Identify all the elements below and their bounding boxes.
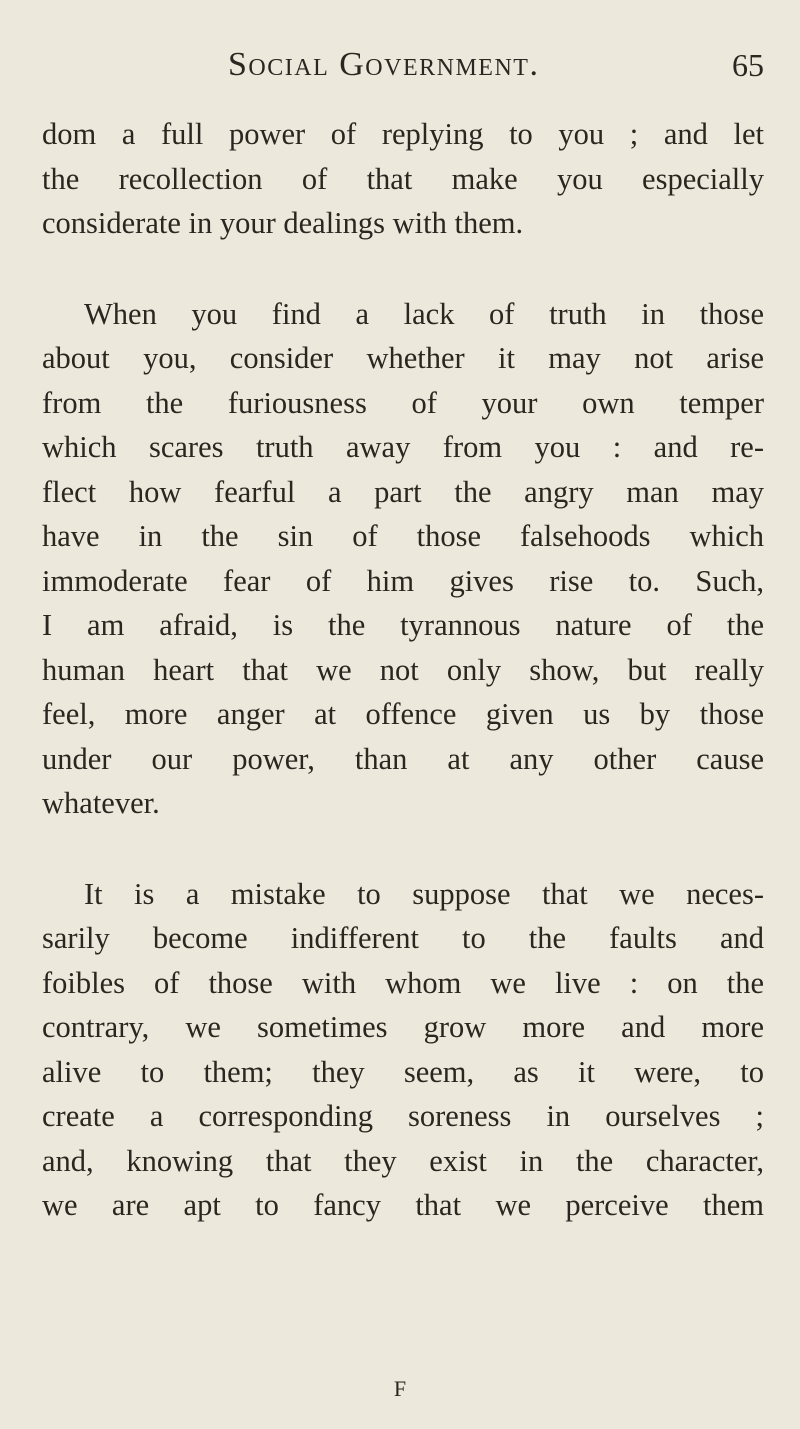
text-line: considerate in your dealings with them. — [42, 206, 524, 240]
text-line: the recollection of that make you especially — [42, 161, 764, 196]
text-line: under our power, than at any other cause — [42, 741, 764, 776]
text-line: When you find a lack of truth in those — [84, 296, 764, 331]
text-line: create a corresponding soreness in ourselves ; — [42, 1099, 764, 1133]
running-title: Social Government. — [228, 46, 540, 83]
text-line: dom a full power of replying to you ; and let — [42, 117, 764, 151]
text-line: foibles of those with whom we live : on the — [42, 965, 764, 1000]
text-line: have in the sin of those falsehoods which — [42, 519, 764, 553]
running-head — [0, 40, 800, 90]
text-line: flect how fearful a part the angry man may — [42, 474, 764, 509]
text-line: contrary, we sometimes grow more and more — [42, 1010, 764, 1044]
text-line: I am afraid, is the tyrannous nature of the — [42, 608, 764, 642]
text-line: feel, more anger at offence given us by those — [42, 697, 764, 731]
text-line: immoderate fear of him gives rise to. Such, — [42, 563, 764, 598]
signature-mark: F — [393, 1376, 407, 1401]
paragraph-2 — [42, 292, 764, 826]
text-line: about you, consider whether it may not arise — [42, 341, 764, 375]
paragraph-3 — [42, 872, 764, 1228]
text-line: whatever. — [42, 786, 160, 820]
paragraph-1 — [42, 112, 764, 246]
text-line: alive to them; they seem, as it were, to — [42, 1054, 764, 1089]
text-line: from the furiousness of your own temper — [42, 385, 764, 420]
text-line: sarily become indifferent to the faults and — [42, 921, 764, 955]
page-number: 65 — [732, 47, 764, 83]
text-line: we are apt to fancy that we perceive them — [42, 1188, 764, 1222]
text-line: human heart that we not only show, but really — [42, 652, 764, 687]
text-line: which scares truth away from you : and re- — [42, 430, 764, 464]
text-line: It is a mistake to suppose that we neces- — [84, 876, 764, 911]
text-line: and, knowing that they exist in the character, — [42, 1143, 764, 1178]
body-text — [42, 112, 764, 1228]
